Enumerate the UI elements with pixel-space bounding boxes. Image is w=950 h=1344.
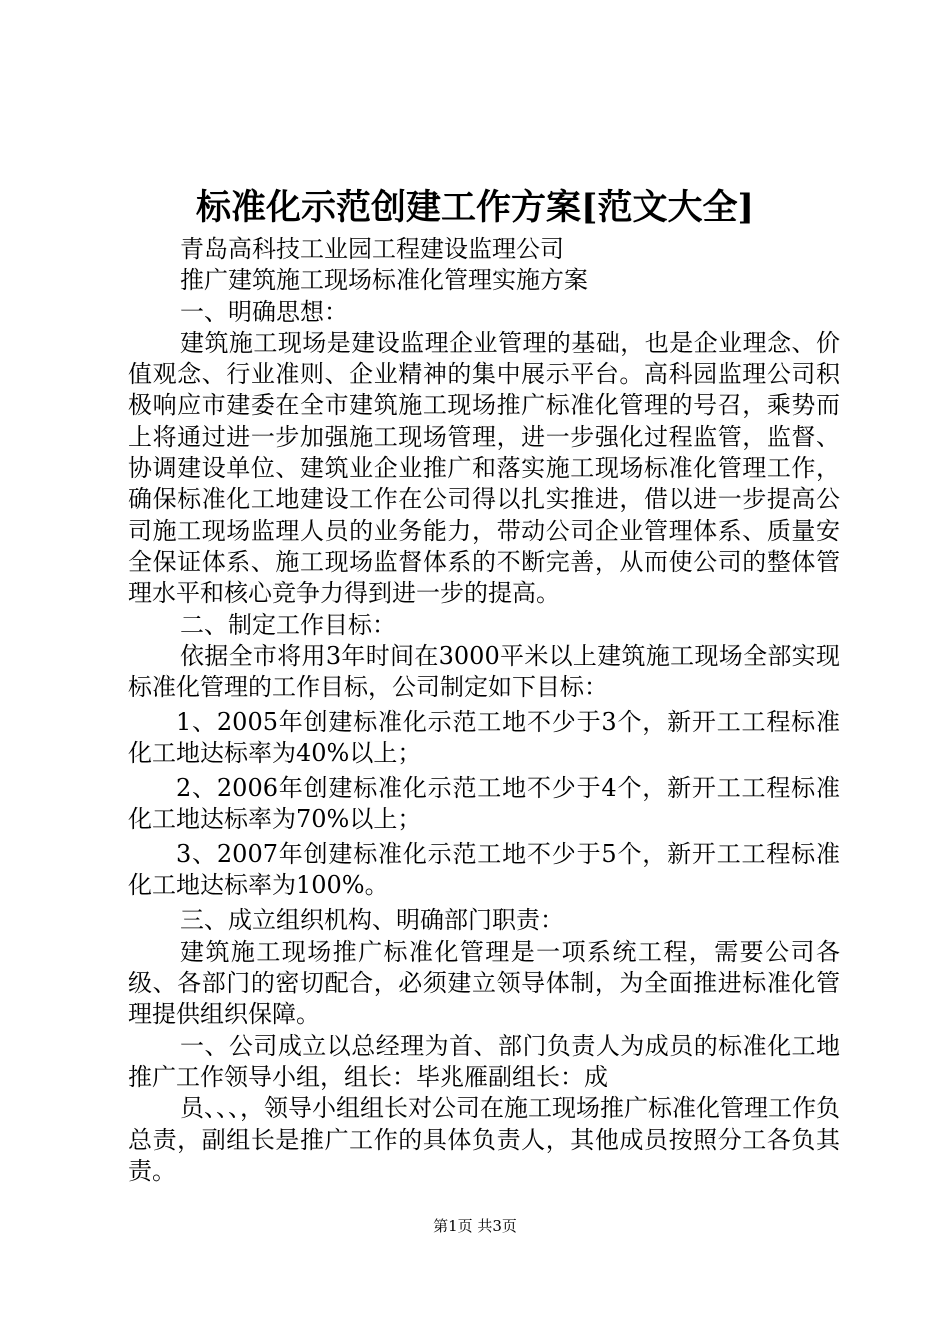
goal-item-2005: 1、2005年创建标准化示范工地不少于3个，新开工工程标准化工地达标率为40%以上；: [128, 708, 840, 768]
goal-item-2006: 2、2006年创建标准化示范工地不少于4个，新开工工程标准化工地达标率为70%以上；: [128, 774, 840, 834]
document-title: 标准化示范创建工作方案[范文大全]: [195, 187, 755, 228]
section-heading-1: 一、明确思想：: [180, 297, 348, 326]
section-heading-3: 三、成立组织机构、明确部门职责：: [180, 906, 564, 935]
page-number: 第1页 共3页: [433, 1217, 517, 1235]
paragraph-body: 建筑施工现场推广标准化管理是一项系统工程，需要公司各级、各部门的密切配合，必须建立领导体制，为全面推进标准化管理提供组织保障。: [128, 937, 840, 1029]
document-body: [128, 234, 840, 1187]
section-heading-2: 二、制定工作目标：: [180, 610, 396, 639]
paragraph-body: 依据全市将用3年时间在3000平米以上建筑施工现场全部实现标准化管理的工作目标，公司制定如下目标：: [128, 641, 840, 702]
paragraph-body: 建筑施工现场是建设监理企业管理的基础，也是企业理念、价值观念、行业准则、企业精神的集中展示平台。高科园监理公司积极响应市建委在全市建筑施工现场推广标准化管理的号召，乘势而上将通过进一步加强施工现场管理，进一步强化过程监管，监督、协调建设单位、建筑业企业推广和落实施工现场标准化管理工作，确保标准化工地建设工作在公司得以扎实推进，借以进一步提高公司施工现场监理人员的业务能力，带动公司企业管理体系、质量安全保证体系、施工现场监督体系的不断完善，从而使公司的整体管理水平和核心竞争力得到进一步的提高。: [128, 328, 840, 608]
paragraph-body: 员、、、，领导小组组长对公司在施工现场推广标准化管理工作负总责，副组长是推广工作的具体负责人，其他成员按照分工各负其责。: [128, 1094, 840, 1185]
goal-item-2007: 3、2007年创建标准化示范工地不少于5个，新开工工程标准化工地达标率为100%。: [128, 840, 840, 900]
paragraph-company-name: 青岛高科技工业园工程建设监理公司: [180, 235, 564, 263]
paragraph-body: 一、公司成立以总经理为首、部门负责人为成员的标准化工地推广工作领导小组，组长：毕兆雁副组长：成: [128, 1031, 840, 1091]
paragraph-plan-name: 推广建筑施工现场标准化管理实施方案: [180, 266, 588, 295]
